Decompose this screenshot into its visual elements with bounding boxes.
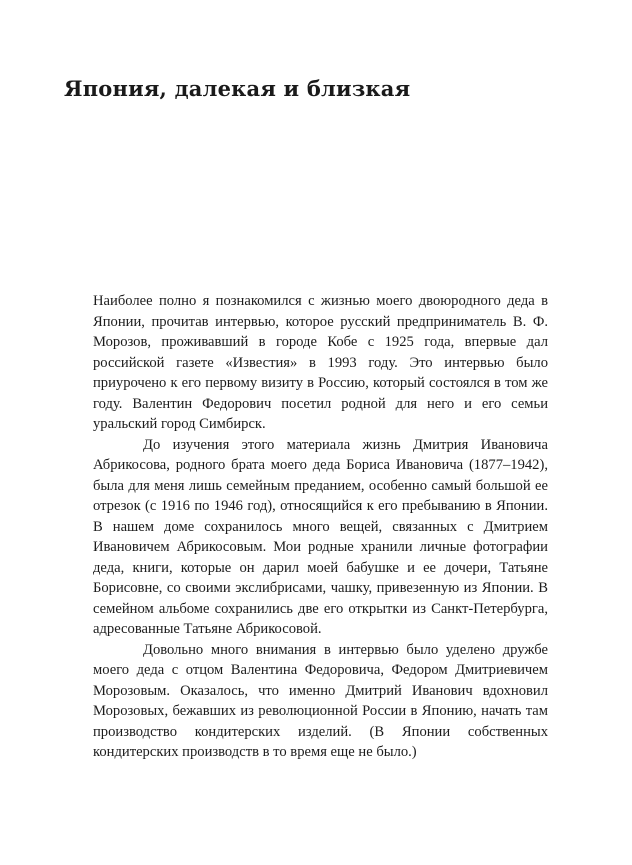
chapter-title: Япония, далекая и близкая: [64, 76, 411, 101]
paragraph-3: Довольно много внимания в интервью было уделено дружбе моего деда с отцом Валентина Федоровича, Федором Дмитриевичем Морозовым. Оказалось, что именно Дмитрий Иванович вдохновил Морозовых, бежавших из революционной России в Японию, начать там производство кондитерских изделий. (В Японии собственных кондитерских производств в то время еще не было.): [93, 641, 548, 760]
paragraph-2: До изучения этого материала жизнь Дмитрия Ивановича Абрикосова, родного брата моего деда Бориса Ивановича (1877–1942), была для меня лишь семейным преданием, особенно самый большой ее отрезок (с 1916 по 1946 год), относящийся к его пребыванию в Японии. В нашем доме сохранилось много вещей, связанных с Дмитрием Ивановичем Абрикосовым. Мои родные хранили личные фотографии деда, книги, которые он дарил моей бабушке и ее дочери, Татьяне Борисовне, со своими экслибрисами, чашку, привезенную из Японии. В семейном альбоме сохранились две его открытки из Санкт-Петербурга, адресованные Татьяне Абрикосовой.: [93, 436, 548, 637]
paragraph-1: Наиболее полно я познакомился с жизнью моего двоюродного деда в Японии, прочитав интервью, которое русский предприниматель В. Ф. Морозов, проживавший в городе Кобе с 1925 года, впервые дал российской газете «Известия» в 1993 году. Это интервью было приурочено к его первому визиту в Россию, который состоялся в том же году. Валентин Федорович посетил родной для него и его семьи уральский город Симбирск.: [93, 293, 548, 432]
body-text: [93, 291, 548, 763]
